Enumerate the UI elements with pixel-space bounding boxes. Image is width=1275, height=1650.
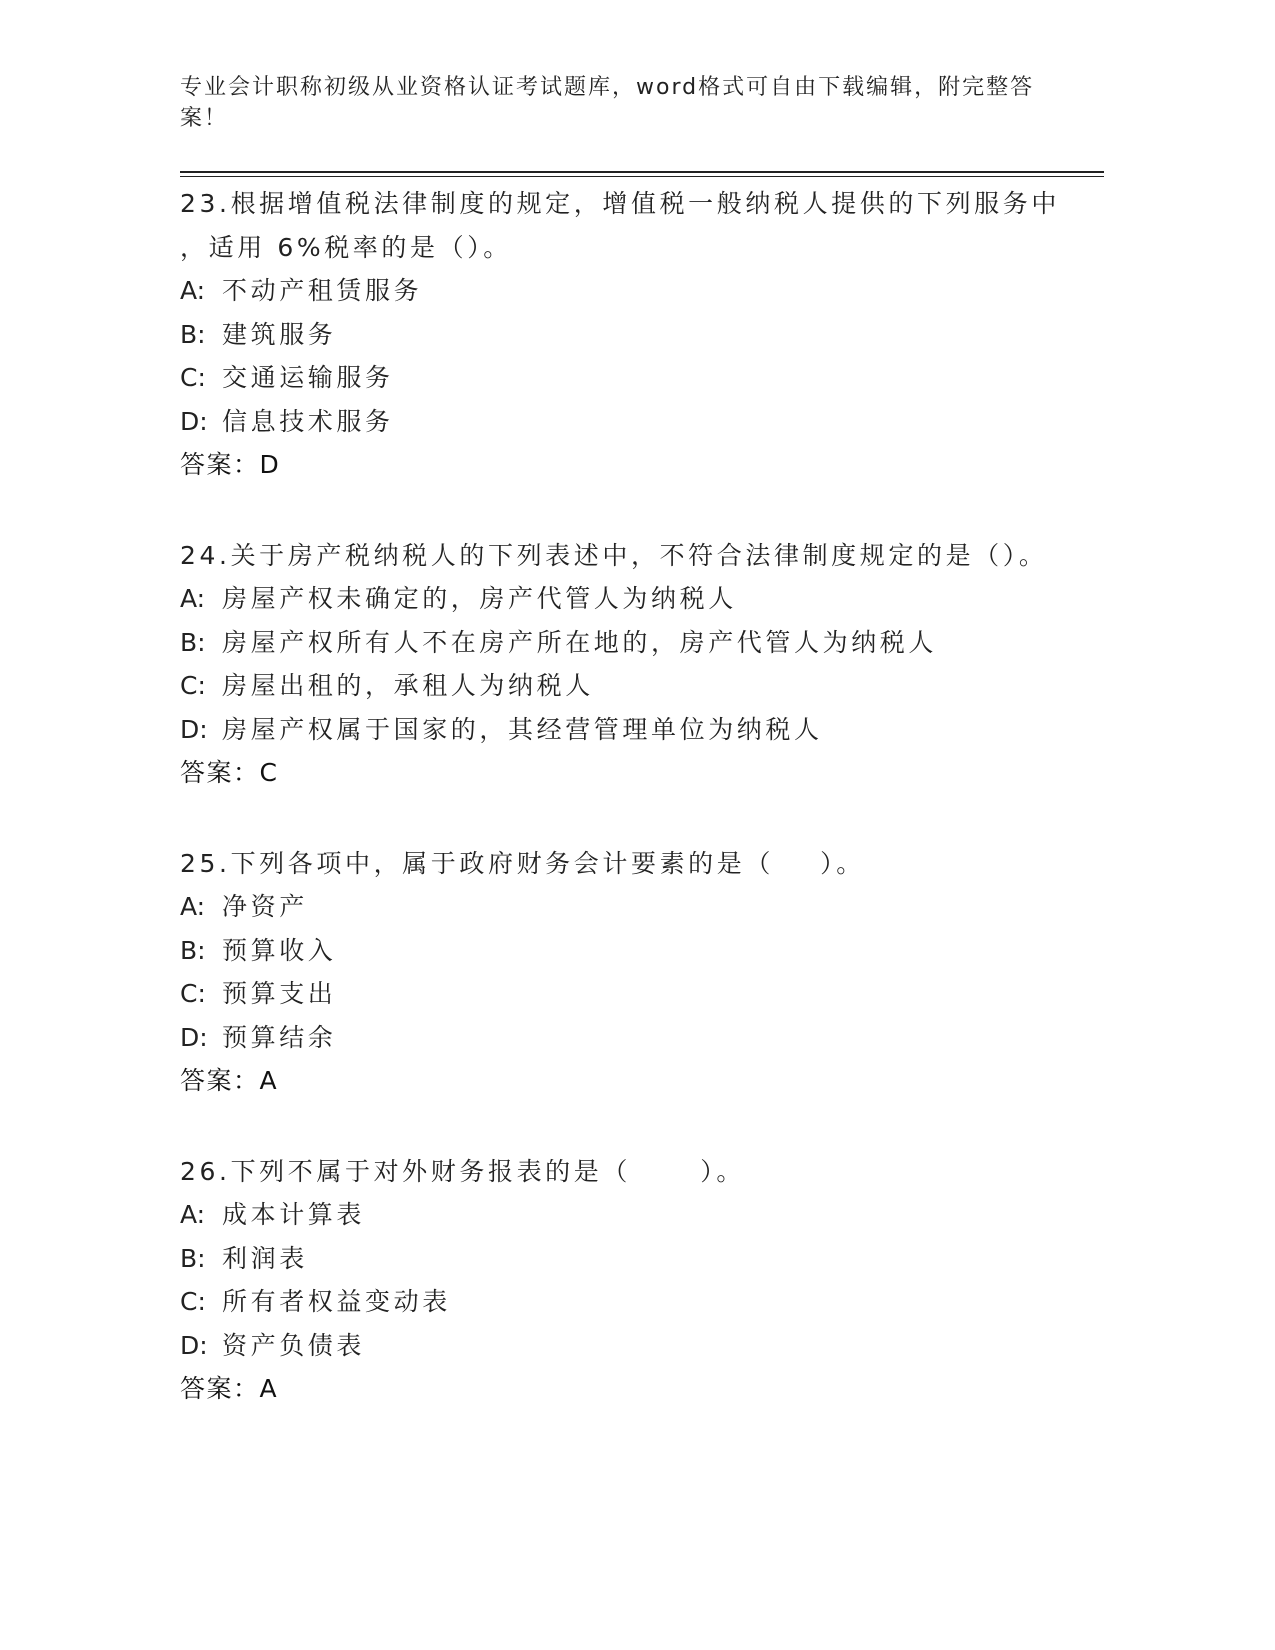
option-key: A: [180,892,206,921]
option-a [180,577,1060,621]
option-a [180,885,1060,929]
option-text: 成本计算表 [222,1200,366,1229]
option-key: A: [180,1200,206,1229]
question-26 [180,1150,1060,1411]
option-text: 交通运输服务 [222,363,394,392]
option-c [180,356,1060,400]
answer-value: C [259,758,279,787]
option-text: 房屋产权所有人不在房产所在地的，房产代管人为纳税人 [222,627,938,657]
document-header: 专业会计职称初级从业资格认证考试题库，word格式可自由下载编辑，附完整答案！ [180,75,1035,131]
option-b [180,929,1060,973]
option-key: B: [180,319,206,349]
option-text: 预算结余 [222,1022,337,1052]
answer-label: 答案： [180,450,260,479]
question-stem: 下列各项中，属于政府财务会计要素的是（ ）。 [230,848,865,878]
option-key: D: [180,1022,208,1052]
answer-value: A [259,1374,279,1403]
option-key: A: [180,584,206,613]
answer-line [180,1367,1060,1411]
option-d [180,1324,1060,1368]
option-text: 不动产租赁服务 [222,276,423,305]
option-key: B: [180,935,206,965]
option-text: 建筑服务 [222,319,337,349]
option-c [180,664,1060,708]
option-d [180,708,1060,752]
option-text: 资产负债表 [222,1330,366,1360]
answer-label: 答案： [180,758,260,787]
option-key: A: [180,276,206,305]
question-stem-line [180,1150,1060,1194]
option-text: 预算支出 [222,979,337,1008]
answer-label: 答案： [180,1066,260,1095]
answer-line [180,751,1060,795]
answer-line [180,1059,1060,1103]
option-key: C: [180,1287,206,1316]
option-b [180,621,1060,665]
question-stem: 根据增值税法律制度的规定，增值税一般纳税人提供的下列服务中 [230,189,1060,218]
question-stem: 下列不属于对外财务报表的是（ ）。 [230,1156,745,1186]
option-a [180,269,1060,313]
option-key: B: [180,1243,206,1273]
question-number: 23. [180,189,231,218]
question-24 [180,534,1060,795]
option-key: D: [180,1330,208,1360]
question-number: 26. [180,1156,231,1186]
option-key: C: [180,671,206,700]
option-b [180,1237,1060,1281]
option-key: D: [180,406,208,436]
question-23 [180,182,1060,487]
question-25 [180,842,1060,1103]
question-stem-line [180,842,1060,886]
header-rule-thick [180,171,1104,173]
option-text: 信息技术服务 [222,406,394,436]
option-text: 房屋产权未确定的，房产代管人为纳税人 [222,584,737,613]
option-key: B: [180,627,206,657]
question-stem: 关于房产税纳税人的下列表述中，不符合法律制度规定的是（）。 [230,540,1048,570]
question-stem-line: ，适用 6%税率的是（）。 [180,232,512,262]
option-key: D: [180,714,208,744]
question-stem-line [180,534,1060,578]
option-b [180,313,1060,357]
answer-value: A [259,1066,279,1095]
option-text: 利润表 [222,1243,308,1273]
option-text: 房屋出租的，承租人为纳税人 [222,671,594,700]
option-d [180,1016,1060,1060]
answer-line [180,443,1060,487]
question-number: 24. [180,540,231,570]
option-d [180,400,1060,444]
option-text: 净资产 [222,892,308,921]
question-stem-line [180,182,1060,226]
option-text: 所有者权益变动表 [222,1287,451,1316]
option-text: 房屋产权属于国家的，其经营管理单位为纳税人 [222,714,823,744]
option-a [180,1193,1060,1237]
option-c [180,972,1060,1016]
answer-label: 答案： [180,1374,260,1403]
option-key: C: [180,979,206,1008]
question-number: 25. [180,848,231,878]
question-list [180,182,1060,1458]
header-rule-thin [180,176,1104,177]
option-c [180,1280,1060,1324]
answer-value: D [259,450,281,479]
option-text: 预算收入 [222,935,337,965]
option-key: C: [180,363,206,392]
